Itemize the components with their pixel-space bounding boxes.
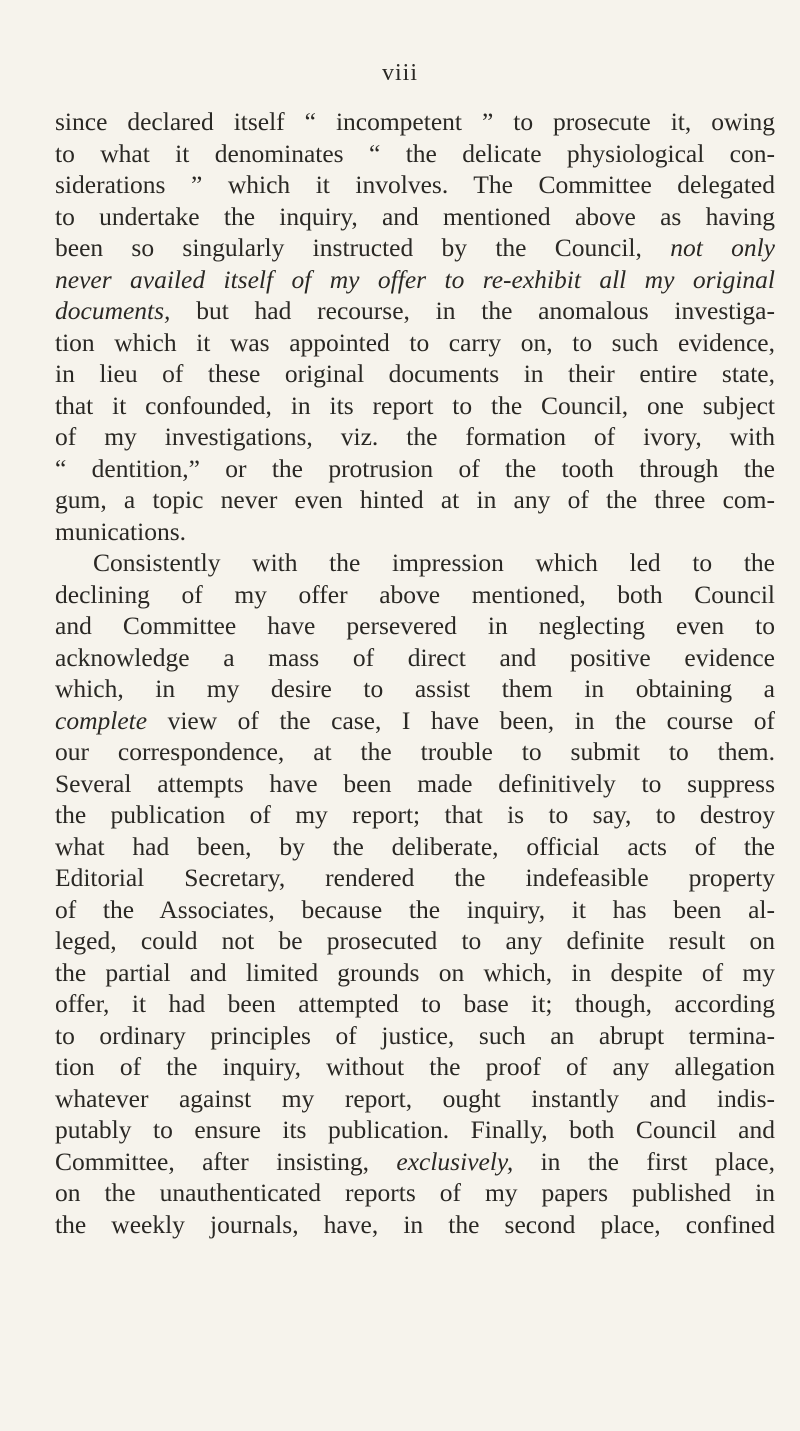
text-line xyxy=(55,264,775,296)
text-segment: tion of the inquiry, without the proof of any allegation xyxy=(55,1052,775,1081)
text-segment: of the Associates, because the inquiry, it has been al- xyxy=(55,894,775,924)
text-line xyxy=(55,421,775,453)
italic-text: exclusively, xyxy=(396,1146,514,1176)
text-line xyxy=(55,988,775,1020)
text-segment: acknowledge a mass of direct and positive evidence xyxy=(55,642,775,672)
text-segment: the publication of my report; that is to say, to destroy xyxy=(55,800,775,829)
text-segment: the partial and limited grounds on which, in despite of my xyxy=(55,957,775,987)
text-line xyxy=(55,799,775,831)
text-line xyxy=(55,1177,775,1209)
text-line xyxy=(55,1209,775,1241)
text-segment: but had recourse, in the anomalous investiga- xyxy=(170,296,775,325)
text-segment: view of the case, I have been, in the course of xyxy=(147,705,775,735)
text-segment: Committee, after insisting, xyxy=(55,1146,397,1176)
text-line xyxy=(55,1146,775,1178)
text-line xyxy=(55,1051,775,1083)
text-line xyxy=(55,894,775,926)
text-line xyxy=(55,768,775,800)
italic-text: not only xyxy=(670,233,775,262)
text-line xyxy=(55,138,775,170)
text-line xyxy=(55,957,775,989)
text-line xyxy=(55,1083,775,1115)
text-segment: to undertake the inquiry, and mentioned above as having xyxy=(55,201,775,231)
text-line xyxy=(55,327,775,359)
text-line xyxy=(55,705,775,737)
text-segment: leged, could not be prosecuted to any definite result on xyxy=(55,926,775,955)
text-line xyxy=(55,862,775,894)
text-line xyxy=(55,925,775,957)
text-segment: Several attempts have been made definitively to suppress xyxy=(55,768,775,798)
text-line xyxy=(55,484,775,516)
text-segment: of my investigations, viz. the formation of ivory, with xyxy=(55,422,775,451)
italic-text: never availed itself of my offer to re-exhibit all my original xyxy=(55,264,775,294)
text-line xyxy=(55,295,775,327)
text-line xyxy=(55,736,775,768)
body-text xyxy=(55,106,775,1240)
text-segment: offer, it had been attempted to base it; though, according xyxy=(55,989,775,1018)
text-line xyxy=(55,201,775,233)
text-segment: that it confounded, in its report to the Council, one subject xyxy=(55,390,775,420)
text-line xyxy=(55,642,775,674)
italic-text: documents, xyxy=(55,296,171,325)
text-line xyxy=(55,547,775,579)
text-line xyxy=(55,232,775,264)
text-segment: in the first place, xyxy=(513,1146,775,1176)
text-segment: to ordinary principles of justice, such an abrupt termina- xyxy=(55,1020,775,1050)
text-segment: putably to ensure its publication. Finally, both Council and xyxy=(55,1115,775,1144)
text-segment: declining of my offer above mentioned, both Council xyxy=(55,579,775,609)
text-segment: in lieu of these original documents in their entire state, xyxy=(55,359,775,388)
text-segment: since declared itself “ incompetent ” to prosecute it, owing xyxy=(55,107,775,136)
text-line xyxy=(55,390,775,422)
text-line xyxy=(55,579,775,611)
text-line xyxy=(55,831,775,863)
text-segment: our correspondence, at the trouble to submit to them. xyxy=(55,737,775,766)
text-segment: whatever against my report, ought instantly and indis- xyxy=(55,1083,775,1113)
text-line xyxy=(55,453,775,485)
italic-text: complete xyxy=(55,705,148,735)
text-line xyxy=(55,1020,775,1052)
text-segment: tion which it was appointed to carry on, to such evidence, xyxy=(55,327,775,357)
text-line xyxy=(55,1114,775,1146)
text-segment: siderations ” which it involves. The Committee delegated xyxy=(55,170,775,199)
page-number: viii xyxy=(381,60,418,86)
text-segment: gum, a topic never even hinted at in any of the three com- xyxy=(55,485,775,514)
text-line xyxy=(55,610,775,642)
text-segment: which, in my desire to assist them in obtaining a xyxy=(55,674,775,703)
text-line xyxy=(55,673,775,705)
text-segment: on the unauthenticated reports of my papers published in xyxy=(55,1178,775,1207)
text-line xyxy=(55,169,775,201)
text-segment: the weekly journals, have, in the second place, confined xyxy=(55,1209,775,1239)
text-segment: been so singularly instructed by the Council, xyxy=(55,233,671,262)
text-segment: to what it denominates “ the delicate physiological con- xyxy=(55,138,775,168)
text-line xyxy=(55,358,775,390)
text-line xyxy=(55,516,775,548)
text-segment: and Committee have persevered in neglecting even to xyxy=(55,611,775,640)
text-segment: “ dentition,” or the protrusion of the tooth through the xyxy=(55,453,775,483)
text-segment: Editorial Secretary, rendered the indefeasible property xyxy=(55,863,775,892)
text-segment: Consistently with the impression which led to the xyxy=(93,548,775,577)
text-segment: what had been, by the deliberate, official acts of the xyxy=(55,831,775,861)
text-segment: munications. xyxy=(55,516,187,546)
text-line xyxy=(55,106,775,138)
